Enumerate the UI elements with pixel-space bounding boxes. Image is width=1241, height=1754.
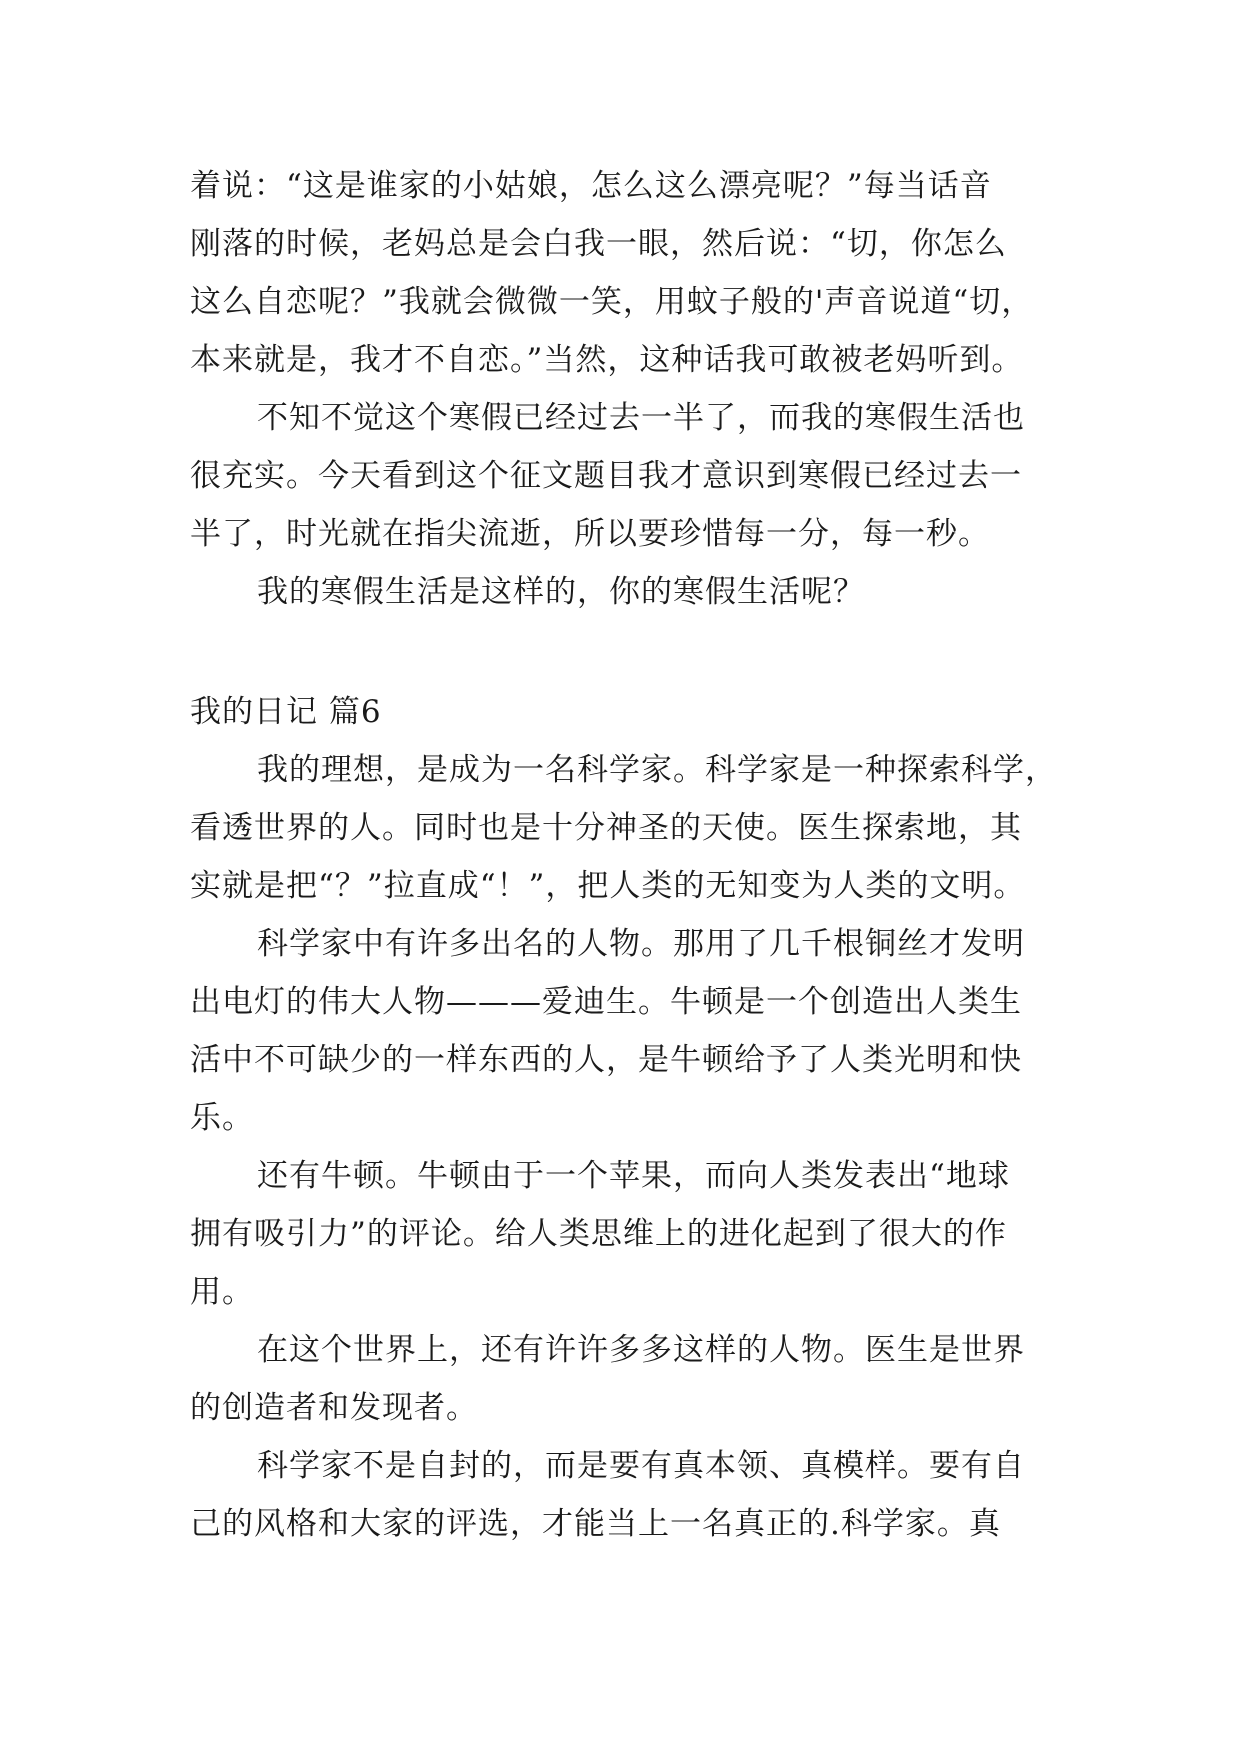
text-line: 这么自恋呢？”我就会微微一笑，用蚊子般的'声音说道“切， (190, 284, 1034, 320)
text-line: 实就是把“？”拉直成“！”，把人类的无知变为人类的文明。 (190, 868, 1026, 904)
paragraph-start-line: 在这个世界上，还有许许多多这样的人物。医生是世界 (257, 1332, 1025, 1368)
paragraph-start-line: 我的理想，是成为一名科学家。科学家是一种探索科学， (257, 752, 1057, 788)
text-line: 半了，时光就在指尖流逝，所以要珍惜每一分，每一秒。 (190, 516, 990, 552)
text-line: 己的风格和大家的评选，才能当上一名真正的.科学家。真 (190, 1506, 1001, 1542)
text-line: 看透世界的人。同时也是十分神圣的天使。医生探索地，其 (190, 810, 1022, 846)
text-line: 的创造者和发现者。 (190, 1390, 478, 1426)
paragraph-start-line: 科学家中有许多出名的人物。那用了几千根铜丝才发明 (257, 926, 1025, 962)
paragraph-start-line: 不知不觉这个寒假已经过去一半了，而我的寒假生活也 (257, 400, 1025, 436)
text-line: 拥有吸引力”的评论。给人类思维上的进化起到了很大的作 (190, 1216, 1007, 1252)
text-line: 很充实。今天看到这个征文题目我才意识到寒假已经过去一 (190, 458, 1022, 494)
text-line: 出电灯的伟大人物———爱迪生。牛顿是一个创造出人类生 (190, 984, 1022, 1020)
text-line: 乐。 (190, 1100, 254, 1136)
text-line: 着说：“这是谁家的小姑娘，怎么这么漂亮呢？”每当话音 (190, 168, 992, 204)
paragraph-start-line: 还有牛顿。牛顿由于一个苹果，而向人类发表出“地球 (257, 1158, 1010, 1194)
text-line: 本来就是，我才不自恋。”当然，这种话我可敢被老妈听到。 (190, 342, 1024, 378)
text-line: 用。 (190, 1274, 254, 1310)
paragraph-start-line: 我的寒假生活是这样的，你的寒假生活呢？ (257, 574, 865, 610)
text-line: 活中不可缺少的一样东西的人，是牛顿给予了人类光明和快 (190, 1042, 1022, 1078)
section-heading: 我的日记 篇6 (190, 694, 382, 730)
paragraph-start-line: 科学家不是自封的，而是要有真本领、真模样。要有自 (257, 1448, 1025, 1484)
text-line: 刚落的时候，老妈总是会白我一眼，然后说：“切，你怎么 (190, 226, 1007, 262)
